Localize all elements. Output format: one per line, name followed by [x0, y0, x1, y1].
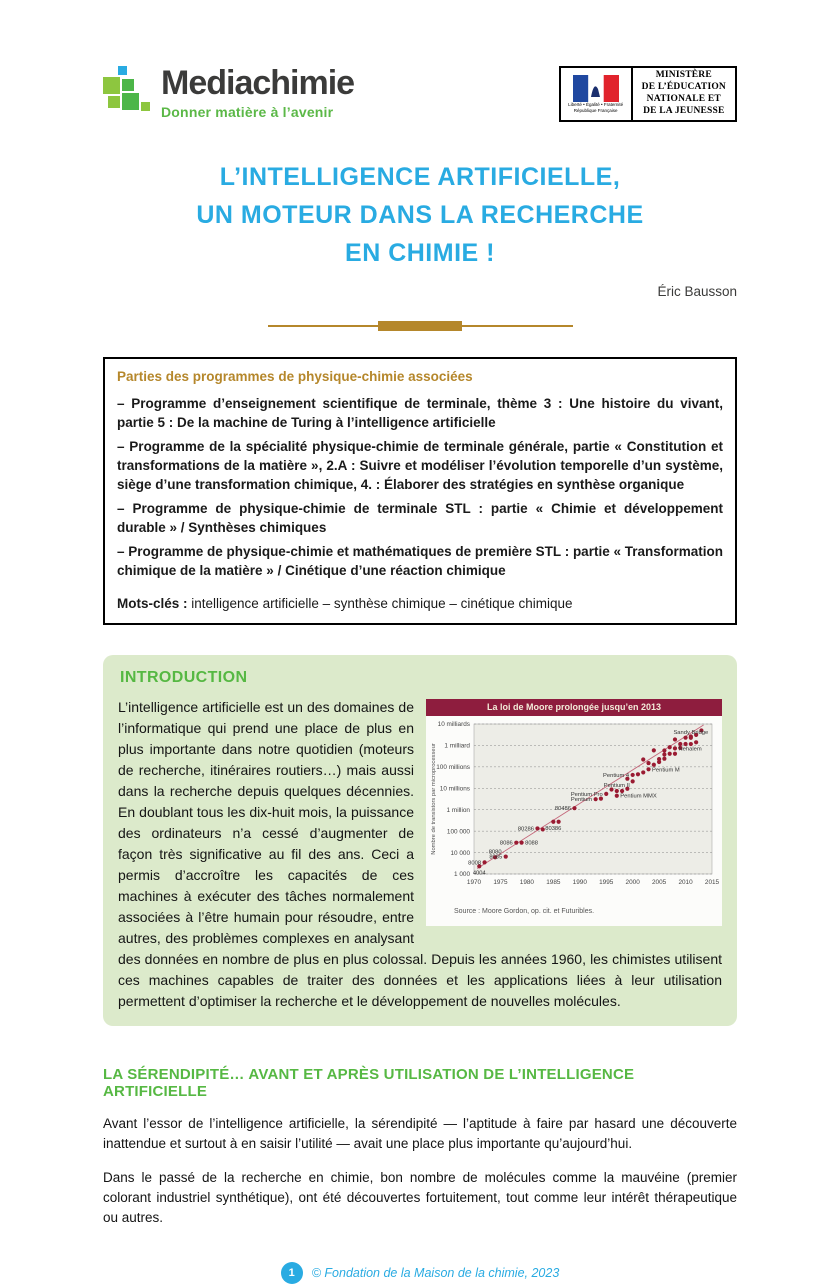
svg-text:2005: 2005 [652, 879, 667, 886]
logo-square-cyan [118, 66, 127, 75]
brand-name: Mediachimie [161, 64, 355, 102]
keywords-line [117, 596, 723, 611]
title-line: UN MOTEUR DANS LA RECHERCHE [196, 201, 644, 229]
svg-text:Pentium II: Pentium II [603, 782, 630, 789]
svg-text:10 milliards: 10 milliards [437, 721, 470, 729]
svg-text:Sandy Bridge: Sandy Bridge [673, 729, 709, 736]
french-flag-marianne-icon [573, 75, 619, 102]
section-divider [268, 321, 573, 331]
svg-text:Nombre de transistors par micr: Nombre de transistors par microprocesseur [431, 743, 437, 855]
svg-text:1 milliard: 1 milliard [444, 742, 470, 750]
author-name: Éric Bausson [657, 284, 737, 299]
chart-source: Source : Moore Gordon, op. cit. et Futuribles. [454, 908, 595, 915]
svg-text:2010: 2010 [678, 879, 693, 886]
svg-text:4004: 4004 [472, 870, 486, 877]
copyright-text: © Fondation de la Maison de la chimie, 2023 [311, 1266, 560, 1280]
introduction-paragraph: L’intelligence artificielle est un des domaines de l’informatique qui prend une place de plus en plus importante dans notre quotidien (moteurs de recherche, itinéraires routiers…) mais aussi dans la recherche depuis quelques décennies. En doublant tous les dix-huit mois, la puissance des ordinateurs n’a cessé d’augmenter de façon très significative au fil des ans. Ceci a permis d’accroître les capacités de ces machines à exécuter des tâches normalement associées à l’être humain pour résoudre, entre autres, des problèmes complexes en analysant des données en nombre de plus en plus colossal. Depuis les années 1960, les chimistes utilisent ces machines capables de traiter des données et les applications liées à leur utilisation permettent d’optimiser la recherche et le développement de nouvelles molécules. [118, 699, 722, 1009]
introduction-text [118, 697, 722, 1012]
svg-text:10 000: 10 000 [450, 849, 470, 857]
ministry-line: MINISTÈRE [655, 70, 712, 81]
header [103, 0, 737, 122]
svg-text:1970: 1970 [466, 879, 482, 886]
svg-text:8080: 8080 [488, 849, 502, 856]
logo-square-green [122, 79, 134, 91]
svg-text:1980: 1980 [519, 879, 534, 886]
svg-text:1 million: 1 million [446, 806, 470, 814]
mediachimie-logo [103, 66, 354, 122]
program-item: – Programme de la spécialité physique-chimie de terminale générale, partie « Constitution et transformations de la matière », 2.A : Suivre et modéliser l’évolution temporelle d’un système, siège d’une transformation chimique, 4. : Élaborer des stratégies en synthèse organique [117, 439, 723, 492]
svg-text:Nehalem: Nehalem [678, 746, 702, 753]
keywords-label: Mots-clés : [117, 596, 188, 611]
brand-tagline: Donner matière à l’avenir [161, 104, 334, 120]
ministry-line: DE LA JEUNESSE [643, 105, 725, 116]
serendipity-heading: LA SÉRENDIPITÉ… AVANT ET APRÈS UTILISATION DE L’INTELLIGENCE ARTIFICIELLE [103, 1066, 635, 1100]
ministry-motto: République Française [573, 107, 618, 113]
ministry-logo [559, 66, 737, 122]
svg-text:80386: 80386 [545, 826, 562, 833]
introduction-heading: INTRODUCTION [120, 669, 248, 686]
svg-text:Pentium: Pentium [570, 797, 593, 804]
svg-text:8085: 8085 [489, 854, 503, 861]
mediachimie-puzzle-icon [103, 66, 155, 122]
svg-text:8008: 8008 [468, 860, 482, 867]
chart-title: La loi de Moore prolongée jusqu’en 2013 [426, 699, 722, 716]
body-paragraph: Avant l’essor de l’intelligence artificielle, la sérendipité — l’aptitude à faire par hasard une découverte inattendue et surtout à en saisir l’utilité — avait une place plus importante qu’aujourd’hui. [103, 1116, 737, 1151]
svg-text:100 millions: 100 millions [436, 764, 470, 772]
svg-text:Pentium M: Pentium M [652, 767, 680, 774]
svg-text:Pentium Pro: Pentium Pro [570, 791, 603, 798]
svg-text:1985: 1985 [546, 879, 561, 886]
svg-text:10 millions: 10 millions [439, 785, 470, 793]
svg-text:Pentium 4: Pentium 4 [603, 772, 630, 779]
logo-square-green [108, 96, 120, 108]
ministry-name [631, 68, 735, 120]
programs-box [103, 357, 737, 625]
page-number-badge: 1 [281, 1262, 303, 1284]
programs-heading: Parties des programmes de physique-chimie associées [117, 369, 473, 384]
program-item: – Programme de physique-chimie de terminale STL : partie « Chimie et développement durable » / Synthèses chimiques [117, 501, 723, 535]
svg-text:1 000: 1 000 [454, 871, 470, 879]
introduction-section [103, 655, 737, 1026]
logo-square-green [103, 77, 120, 94]
moore-law-plot [426, 716, 722, 894]
program-item: – Programme de physique-chimie et mathématiques de première STL : partie « Transformation chimique de la matière » / Cinétique d’une réaction chimique [117, 544, 723, 578]
ministry-line: DE L’ÉDUCATION [641, 82, 726, 93]
title-line: L’INTELLIGENCE ARTIFICIELLE, [219, 163, 621, 191]
footer [103, 1262, 737, 1284]
svg-text:1975: 1975 [493, 879, 508, 886]
logo-square-green [141, 102, 150, 111]
svg-text:2000: 2000 [625, 879, 640, 886]
svg-text:80286: 80286 [517, 826, 534, 833]
svg-text:100 000: 100 000 [446, 828, 470, 836]
title-line: EN CHIMIE ! [345, 239, 495, 267]
logo-square-green [122, 93, 139, 110]
program-item: – Programme d’enseignement scientifique de terminale, thème 3 : Une histoire du vivant, partie 5 : De la machine de Turing à l’intelligence artificielle [117, 396, 723, 430]
ministry-line: NATIONALE ET [646, 94, 721, 104]
page-title [103, 158, 737, 272]
svg-text:2015: 2015 [704, 879, 720, 886]
svg-text:8086: 8086 [499, 840, 513, 847]
keywords-value: intelligence artificielle – synthèse chimique – cinétique chimique [187, 596, 573, 611]
svg-text:Pentium MMX: Pentium MMX [620, 793, 657, 800]
svg-text:1990: 1990 [572, 879, 587, 886]
svg-text:8088: 8088 [525, 840, 539, 847]
svg-text:1995: 1995 [599, 879, 614, 886]
body-paragraph: Dans le passé de la recherche en chimie, bon nombre de molécules comme la mauvéine (premier colorant industriel synthétique), ont été découvertes fortuitement, tout comme leur intérêt thérapeutique ou autres. [103, 1170, 737, 1225]
ministry-motto: Liberté • Égalité • Fraternité [568, 101, 624, 107]
svg-text:80486: 80486 [554, 806, 571, 813]
moore-law-chart [426, 699, 722, 926]
